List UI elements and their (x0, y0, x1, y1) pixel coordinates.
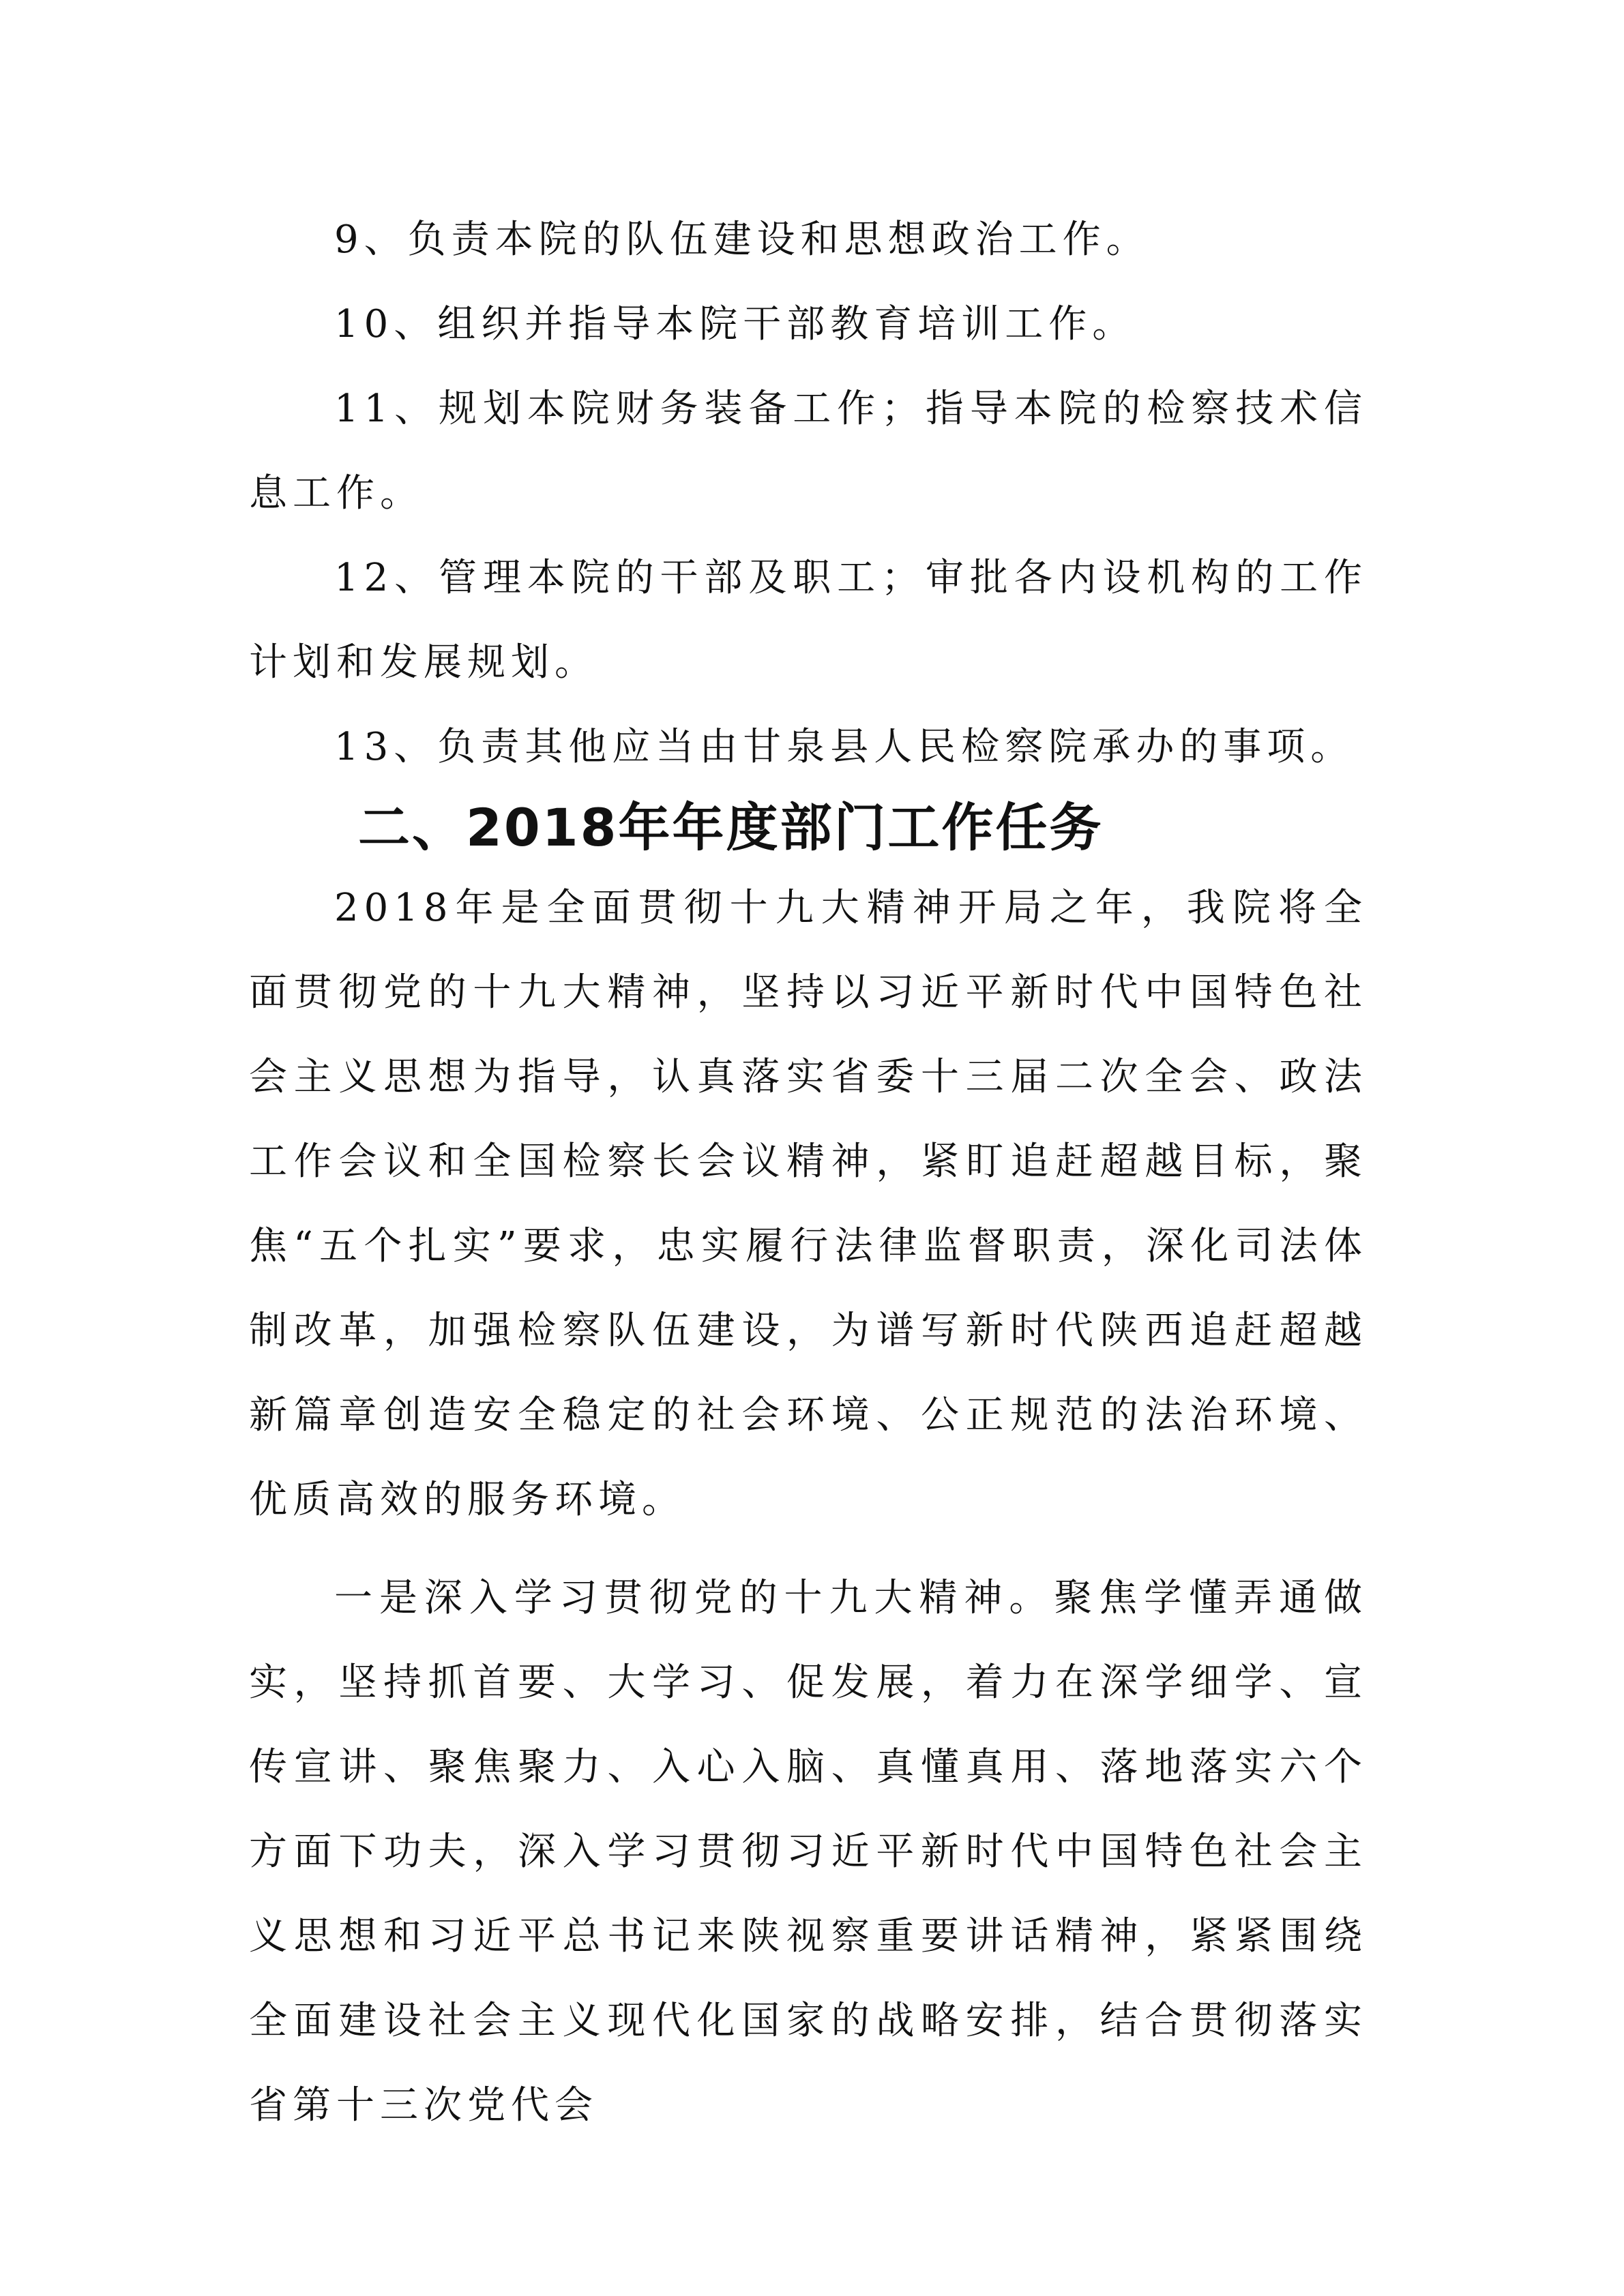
list-item-12: 12、管理本院的干部及职工；审批各内设机构的工作计划和发展规划。 (249, 556, 1368, 685)
list-item-11: 11、规划本院财务装备工作；指导本院的检察技术信息工作。 (249, 387, 1368, 516)
section-heading: 二、2018年年度部门工作任务 (358, 797, 1104, 858)
paragraph-task-one: 一是深入学习贯彻党的十九大精神。聚焦学懂弄通做实，坚持抓首要、大学习、促发展，着力在深学细学、宣传宣讲、聚焦聚力、入心入脑、真懂真用、落地落实六个方面下功夫，深入学习贯彻习近平新时代中国特色社会主义思想和习近平总书记来陕视察重要讲话精神，紧紧围绕全面建设社会主义现代化国家的战略安排，结合贯彻落实省第十三次党代会 (249, 1576, 1368, 2128)
document-body (249, 198, 1368, 2148)
paragraph-gap (249, 1542, 1368, 1556)
list-item-13: 13、负责其他应当由甘泉县人民检察院承办的事项。 (334, 725, 1355, 769)
list-item-9: 9、负责本院的队伍建设和思想政治工作。 (334, 218, 1150, 262)
list-item-10: 10、组织并指导本院干部教育培训工作。 (334, 302, 1136, 346)
paragraph-overview: 2018年是全面贯彻十九大精神开局之年，我院将全面贯彻党的十九大精神，坚持以习近平新时代中国特色社会主义思想为指导，认真落实省委十三届二次全会、政法工作会议和全国检察长会议精神，紧盯追赶超越目标，聚焦“五个扎实”要求，忠实履行法律监督职责，深化司法体制改革，加强检察队伍建设，为谱写新时代陕西追赶超越新篇章创造安全稳定的社会环境、公正规范的法治环境、优质高效的服务环境。 (249, 886, 1368, 1522)
